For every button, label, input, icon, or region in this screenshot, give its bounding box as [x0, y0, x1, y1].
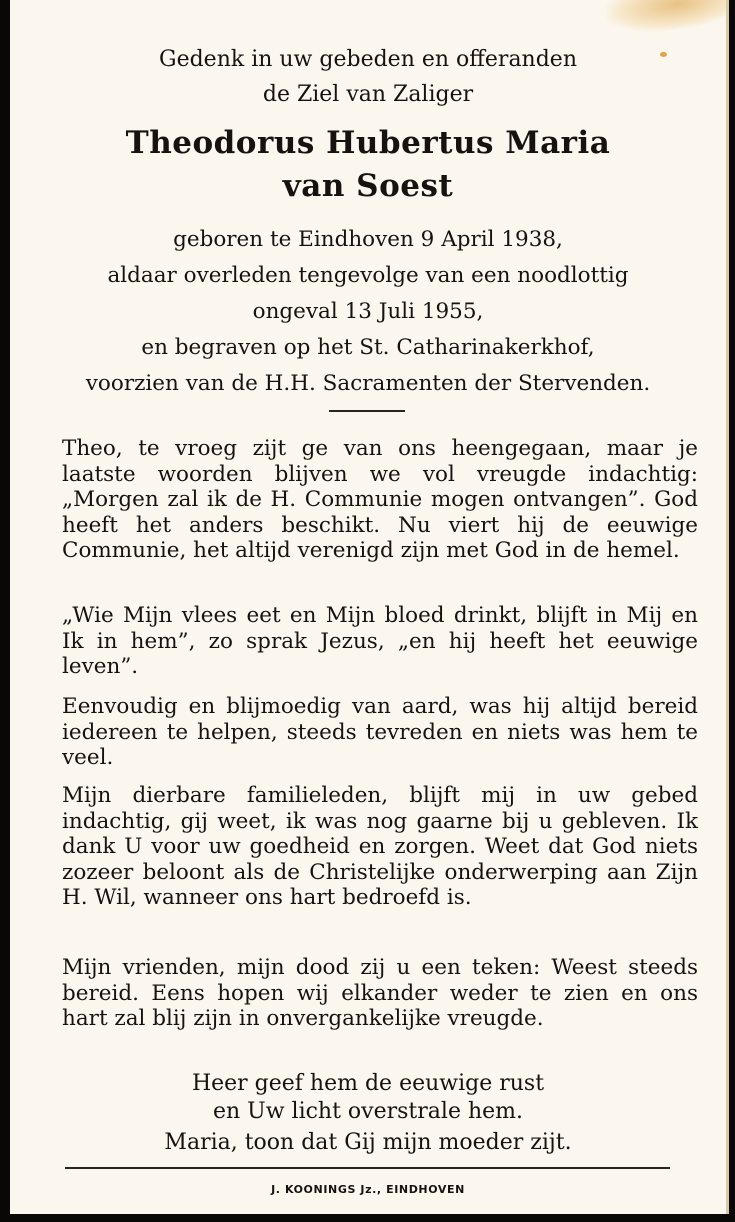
intro-line: de Ziel van Zaliger: [262, 82, 474, 107]
marian-prayer: Maria, toon dat Gij mijn moeder zijt.: [164, 1130, 572, 1155]
life-line: voorzien van de H.H. Sacramenten der Stervenden.: [85, 371, 651, 396]
paragraph: „Wie Mijn vlees eet en Mijn bloed drinkt, blijft in Mij en Ik in hem”, zo sprak Jezus, „en hij heeft het eeuwige leven”.: [62, 603, 698, 679]
life-line: en begraven op het St. Catharinakerkhof,: [141, 335, 595, 360]
paragraph: Eenvoudig en blijmoedig van aard, was hij altijd bereid iedereen te helpen, steeds tevreden en niets was hem te veel.: [62, 694, 698, 770]
closing-prayer: [10, 1070, 726, 1126]
life-details: [10, 222, 726, 402]
intro-line: Gedenk in uw gebeden en offeranden: [159, 47, 577, 72]
name-line: van Soest: [282, 168, 454, 204]
divider: [329, 410, 405, 412]
intro-text: [10, 42, 726, 112]
closing-line: en Uw licht overstrale hem.: [212, 1099, 523, 1124]
printer-credit: J. KOONINGS Jz., EINDHOVEN: [271, 1183, 465, 1196]
paragraph: Theo, te vroeg zijt ge van ons heengegaan, maar je laatste woorden blijven we vol vreugde indachtig: „Morgen zal ik de H. Communie mogen ontvangen”. God heeft het anders beschikt. Nu viert hij de eeuwige Communie, het altijd verenigd zijn met God in de hemel.: [62, 436, 698, 563]
name-line: Theodorus Hubertus Maria: [125, 125, 611, 161]
divider: [65, 1167, 670, 1169]
deceased-name: [10, 122, 726, 208]
paper-stain: [604, 0, 729, 39]
life-line: geboren te Eindhoven 9 April 1938,: [173, 227, 563, 252]
memorial-card: [10, 0, 729, 1214]
life-line: ongeval 13 Juli 1955,: [252, 299, 484, 324]
life-line: aldaar overleden tengevolge van een noodlottig: [107, 263, 629, 288]
paragraph: Mijn vrienden, mijn dood zij u een teken: Weest steeds bereid. Eens hopen wij elkander weder te zien en ons hart zal blij zijn in onvergankelijke vreugde.: [62, 955, 698, 1031]
closing-line: Heer geef hem de eeuwige rust: [191, 1071, 545, 1096]
paragraph: Mijn dierbare familieleden, blijft mij in uw gebed indachtig, gij weet, ik was nog gaarne bij u gebleven. Ik dank U voor uw goedheid en zorgen. Weet dat God niets zozeer beloont als de Christelijke onderwerping aan Zijn H. Wil, wanneer ons hart bedroefd is.: [62, 783, 698, 910]
